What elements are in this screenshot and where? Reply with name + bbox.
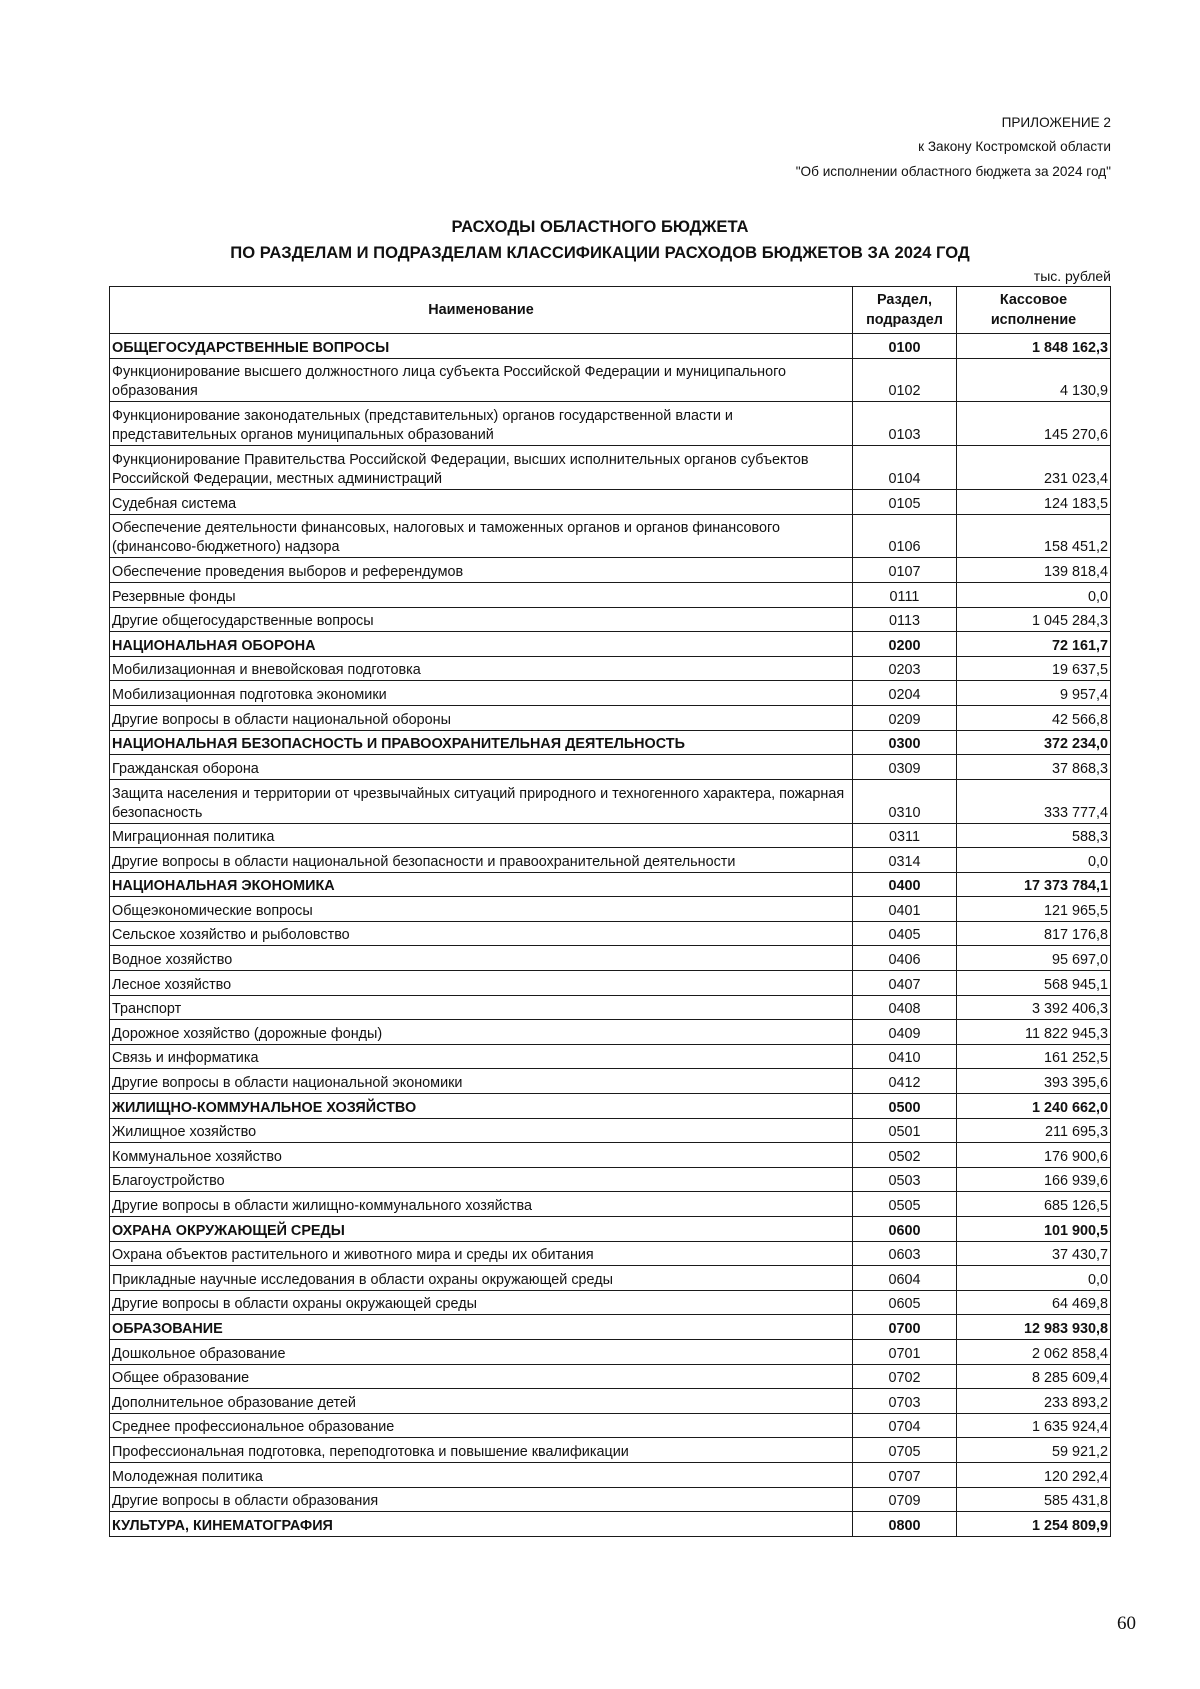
row-code: 0102 <box>853 358 957 402</box>
row-amount: 64 469,8 <box>957 1290 1111 1315</box>
table-row <box>110 1339 1111 1364</box>
table-row <box>110 946 1111 971</box>
table-row <box>110 446 1111 490</box>
row-code: 0300 <box>853 730 957 755</box>
row-code: 0605 <box>853 1290 957 1315</box>
column-header-code: Раздел, подраздел <box>853 287 957 334</box>
row-amount: 176 900,6 <box>957 1143 1111 1168</box>
section-row <box>110 1315 1111 1340</box>
row-name: Лесное хозяйство <box>110 971 853 996</box>
row-code: 0500 <box>853 1094 957 1119</box>
row-name: Функционирование законодательных (представительных) органов государственной власти и представительных органов муниципальных образований <box>110 402 853 446</box>
row-name: Связь и информатика <box>110 1044 853 1069</box>
row-amount: 211 695,3 <box>957 1118 1111 1143</box>
row-name: ОХРАНА ОКРУЖАЮЩЕЙ СРЕДЫ <box>110 1217 853 1242</box>
table-row <box>110 823 1111 848</box>
section-row <box>110 1512 1111 1537</box>
row-amount: 1 240 662,0 <box>957 1094 1111 1119</box>
table-row <box>110 1118 1111 1143</box>
table-row <box>110 1143 1111 1168</box>
row-code: 0104 <box>853 446 957 490</box>
table-body <box>110 334 1111 1537</box>
table-row <box>110 1487 1111 1512</box>
row-amount: 166 939,6 <box>957 1167 1111 1192</box>
row-code: 0406 <box>853 946 957 971</box>
column-header-name: Наименование <box>110 287 853 334</box>
row-amount: 161 252,5 <box>957 1044 1111 1069</box>
row-amount: 231 023,4 <box>957 446 1111 490</box>
row-name: Другие вопросы в области национальной экономики <box>110 1069 853 1094</box>
row-amount: 158 451,2 <box>957 514 1111 558</box>
row-name: Коммунальное хозяйство <box>110 1143 853 1168</box>
table-row <box>110 705 1111 730</box>
table-row <box>110 1044 1111 1069</box>
row-name: Охрана объектов растительного и животного мира и среды их обитания <box>110 1241 853 1266</box>
row-name: НАЦИОНАЛЬНАЯ ЭКОНОМИКА <box>110 872 853 897</box>
column-header-amount: Кассовое исполнение <box>957 287 1111 334</box>
row-amount: 585 431,8 <box>957 1487 1111 1512</box>
row-code: 0103 <box>853 402 957 446</box>
row-amount: 11 822 945,3 <box>957 1020 1111 1045</box>
row-amount: 568 945,1 <box>957 971 1111 996</box>
row-name: Благоустройство <box>110 1167 853 1192</box>
section-row <box>110 1094 1111 1119</box>
table-row <box>110 1266 1111 1291</box>
row-code: 0111 <box>853 582 957 607</box>
row-name: Транспорт <box>110 995 853 1020</box>
table-row <box>110 1167 1111 1192</box>
row-code: 0310 <box>853 779 957 823</box>
row-name: Мобилизационная и вневойсковая подготовка <box>110 656 853 681</box>
table-row <box>110 971 1111 996</box>
row-code: 0503 <box>853 1167 957 1192</box>
row-code: 0704 <box>853 1413 957 1438</box>
row-name: ОБРАЗОВАНИЕ <box>110 1315 853 1340</box>
table-row <box>110 1413 1111 1438</box>
table-row <box>110 656 1111 681</box>
row-name: Водное хозяйство <box>110 946 853 971</box>
table-row <box>110 358 1111 402</box>
row-code: 0707 <box>853 1462 957 1487</box>
row-amount: 1 254 809,9 <box>957 1512 1111 1537</box>
row-amount: 4 130,9 <box>957 358 1111 402</box>
row-name: Функционирование высшего должностного лица субъекта Российской Федерации и муниципального образования <box>110 358 853 402</box>
row-name: Профессиональная подготовка, переподготовка и повышение квалификации <box>110 1438 853 1463</box>
row-name: Дошкольное образование <box>110 1339 853 1364</box>
row-code: 0408 <box>853 995 957 1020</box>
table-row <box>110 1192 1111 1217</box>
table-row <box>110 681 1111 706</box>
table-row <box>110 1462 1111 1487</box>
budget-table <box>109 286 1111 1537</box>
row-name: Другие вопросы в области охраны окружающей среды <box>110 1290 853 1315</box>
row-code: 0203 <box>853 656 957 681</box>
row-name: Другие вопросы в области жилищно-коммунального хозяйства <box>110 1192 853 1217</box>
row-code: 0600 <box>853 1217 957 1242</box>
table-row <box>110 995 1111 1020</box>
row-code: 0200 <box>853 632 957 657</box>
row-name: Сельское хозяйство и рыболовство <box>110 921 853 946</box>
row-amount: 37 430,7 <box>957 1241 1111 1266</box>
row-name: Функционирование Правительства Российской Федерации, высших исполнительных органов субъектов Российской Федерации, местных администраций <box>110 446 853 490</box>
row-amount: 124 183,5 <box>957 489 1111 514</box>
appendix-header <box>591 111 1111 184</box>
row-code: 0410 <box>853 1044 957 1069</box>
row-code: 0314 <box>853 848 957 873</box>
row-code: 0502 <box>853 1143 957 1168</box>
row-name: Гражданская оборона <box>110 755 853 780</box>
row-code: 0709 <box>853 1487 957 1512</box>
row-code: 0505 <box>853 1192 957 1217</box>
row-amount: 59 921,2 <box>957 1438 1111 1463</box>
row-amount: 145 270,6 <box>957 402 1111 446</box>
row-amount: 0,0 <box>957 848 1111 873</box>
table-row <box>110 848 1111 873</box>
row-code: 0209 <box>853 705 957 730</box>
row-amount: 9 957,4 <box>957 681 1111 706</box>
table-row <box>110 489 1111 514</box>
row-code: 0105 <box>853 489 957 514</box>
row-code: 0204 <box>853 681 957 706</box>
row-code: 0407 <box>853 971 957 996</box>
row-name: Общее образование <box>110 1364 853 1389</box>
row-amount: 139 818,4 <box>957 558 1111 583</box>
row-code: 0311 <box>853 823 957 848</box>
row-name: Прикладные научные исследования в области охраны окружающей среды <box>110 1266 853 1291</box>
section-row <box>110 334 1111 359</box>
row-code: 0107 <box>853 558 957 583</box>
row-amount: 685 126,5 <box>957 1192 1111 1217</box>
row-amount: 372 234,0 <box>957 730 1111 755</box>
row-name: Другие вопросы в области национальной обороны <box>110 705 853 730</box>
row-amount: 12 983 930,8 <box>957 1315 1111 1340</box>
table-row <box>110 897 1111 922</box>
row-amount: 19 637,5 <box>957 656 1111 681</box>
table-row <box>110 755 1111 780</box>
row-amount: 588,3 <box>957 823 1111 848</box>
row-amount: 1 848 162,3 <box>957 334 1111 359</box>
row-name: Другие общегосударственные вопросы <box>110 607 853 632</box>
row-name: Обеспечение деятельности финансовых, налоговых и таможенных органов и органов финансового (финансово-бюджетного) надзора <box>110 514 853 558</box>
table-header-row <box>110 287 1111 334</box>
row-amount: 1 635 924,4 <box>957 1413 1111 1438</box>
document-title <box>100 214 1100 266</box>
section-row <box>110 872 1111 897</box>
row-code: 0703 <box>853 1389 957 1414</box>
row-name: Дополнительное образование детей <box>110 1389 853 1414</box>
section-row <box>110 1217 1111 1242</box>
row-code: 0401 <box>853 897 957 922</box>
row-code: 0409 <box>853 1020 957 1045</box>
row-amount: 0,0 <box>957 1266 1111 1291</box>
row-name: ОБЩЕГОСУДАРСТВЕННЫЕ ВОПРОСЫ <box>110 334 853 359</box>
row-code: 0412 <box>853 1069 957 1094</box>
document-title-line-2: ПО РАЗДЕЛАМ И ПОДРАЗДЕЛАМ КЛАССИФИКАЦИИ РАСХОДОВ БЮДЖЕТОВ ЗА 2024 ГОД <box>230 243 970 262</box>
table-row <box>110 921 1111 946</box>
table-row <box>110 1389 1111 1414</box>
row-code: 0700 <box>853 1315 957 1340</box>
row-amount: 72 161,7 <box>957 632 1111 657</box>
table-row <box>110 1020 1111 1045</box>
row-code: 0604 <box>853 1266 957 1291</box>
row-name: Обеспечение проведения выборов и референдумов <box>110 558 853 583</box>
row-name: Общеэкономические вопросы <box>110 897 853 922</box>
row-amount: 817 176,8 <box>957 921 1111 946</box>
section-row <box>110 730 1111 755</box>
row-amount: 42 566,8 <box>957 705 1111 730</box>
table-row <box>110 1364 1111 1389</box>
row-amount: 101 900,5 <box>957 1217 1111 1242</box>
row-amount: 121 965,5 <box>957 897 1111 922</box>
row-code: 0501 <box>853 1118 957 1143</box>
row-name: Защита населения и территории от чрезвычайных ситуаций природного и техногенного характера, пожарная безопасность <box>110 779 853 823</box>
table-row <box>110 514 1111 558</box>
table-row <box>110 582 1111 607</box>
row-amount: 2 062 858,4 <box>957 1339 1111 1364</box>
row-name: Жилищное хозяйство <box>110 1118 853 1143</box>
row-code: 0100 <box>853 334 957 359</box>
document-title-line-1: РАСХОДЫ ОБЛАСТНОГО БЮДЖЕТА <box>451 217 749 236</box>
row-code: 0702 <box>853 1364 957 1389</box>
row-name: Миграционная политика <box>110 823 853 848</box>
row-name: Молодежная политика <box>110 1462 853 1487</box>
row-name: Судебная система <box>110 489 853 514</box>
row-amount: 233 893,2 <box>957 1389 1111 1414</box>
row-code: 0309 <box>853 755 957 780</box>
row-name: Другие вопросы в области национальной безопасности и правоохранительной деятельности <box>110 848 853 873</box>
row-name: Дорожное хозяйство (дорожные фонды) <box>110 1020 853 1045</box>
table-row <box>110 1069 1111 1094</box>
row-name: Среднее профессиональное образование <box>110 1413 853 1438</box>
row-name: Другие вопросы в области образования <box>110 1487 853 1512</box>
appendix-law-reference: к Закону Костромской области <box>918 139 1111 155</box>
row-code: 0400 <box>853 872 957 897</box>
section-row <box>110 632 1111 657</box>
page-number: 60 <box>1117 1613 1136 1634</box>
appendix-label: ПРИЛОЖЕНИЕ 2 <box>1001 115 1111 130</box>
row-code: 0405 <box>853 921 957 946</box>
row-amount: 95 697,0 <box>957 946 1111 971</box>
row-code: 0800 <box>853 1512 957 1537</box>
row-amount: 333 777,4 <box>957 779 1111 823</box>
table-row <box>110 1290 1111 1315</box>
row-code: 0113 <box>853 607 957 632</box>
table-row <box>110 779 1111 823</box>
row-name: ЖИЛИЩНО-КОММУНАЛЬНОЕ ХОЗЯЙСТВО <box>110 1094 853 1119</box>
appendix-law-title: "Об исполнении областного бюджета за 2024 год" <box>795 163 1111 179</box>
row-code: 0106 <box>853 514 957 558</box>
row-name: НАЦИОНАЛЬНАЯ ОБОРОНА <box>110 632 853 657</box>
row-name: Резервные фонды <box>110 582 853 607</box>
row-code: 0603 <box>853 1241 957 1266</box>
row-name: КУЛЬТУРА, КИНЕМАТОГРАФИЯ <box>110 1512 853 1537</box>
row-amount: 1 045 284,3 <box>957 607 1111 632</box>
row-name: Мобилизационная подготовка экономики <box>110 681 853 706</box>
table-row <box>110 1438 1111 1463</box>
table-row <box>110 1241 1111 1266</box>
row-amount: 393 395,6 <box>957 1069 1111 1094</box>
row-amount: 8 285 609,4 <box>957 1364 1111 1389</box>
table-row <box>110 402 1111 446</box>
table-row <box>110 558 1111 583</box>
row-amount: 17 373 784,1 <box>957 872 1111 897</box>
row-amount: 37 868,3 <box>957 755 1111 780</box>
row-amount: 120 292,4 <box>957 1462 1111 1487</box>
row-amount: 3 392 406,3 <box>957 995 1111 1020</box>
row-name: НАЦИОНАЛЬНАЯ БЕЗОПАСНОСТЬ И ПРАВООХРАНИТЕЛЬНАЯ ДЕЯТЕЛЬНОСТЬ <box>110 730 853 755</box>
row-code: 0705 <box>853 1438 957 1463</box>
table-row <box>110 607 1111 632</box>
row-amount: 0,0 <box>957 582 1111 607</box>
units-label: тыс. рублей <box>1033 268 1111 284</box>
row-code: 0701 <box>853 1339 957 1364</box>
